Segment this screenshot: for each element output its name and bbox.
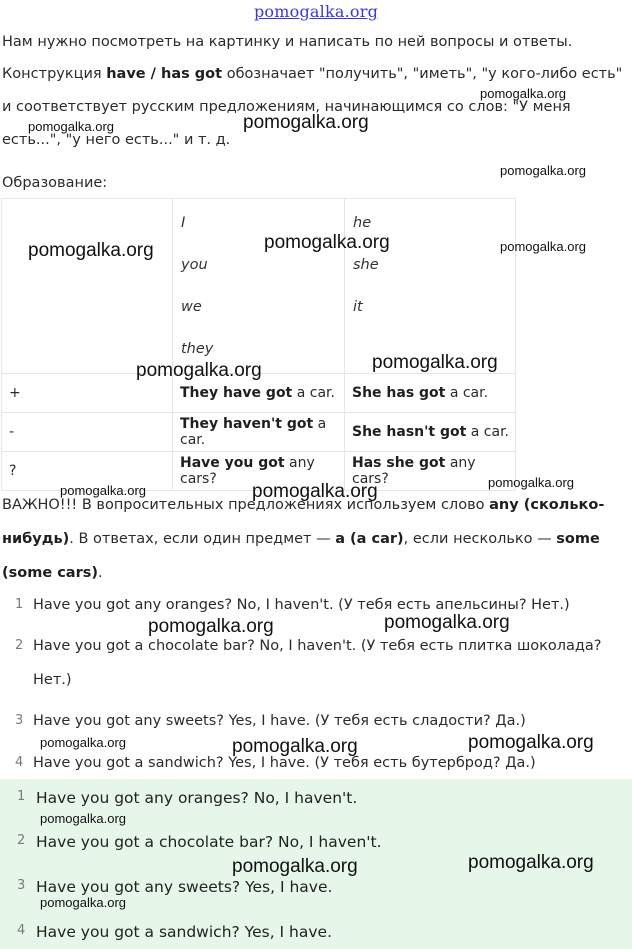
important-line-3 xyxy=(2,565,630,582)
watermark: pomogalka.org xyxy=(488,475,574,490)
watermark: pomogalka.org xyxy=(40,735,126,750)
row-singular-example xyxy=(345,413,516,452)
example-rest: a car. xyxy=(466,424,510,440)
list-number: 1 xyxy=(15,597,24,612)
pronoun: you xyxy=(181,257,208,273)
watermark: pomogalka.org xyxy=(500,239,586,254)
pronoun: she xyxy=(353,257,379,273)
answer-text: Have you got a sandwich? Yes, I have. xyxy=(36,923,332,941)
answer-text: Have you got a chocolate bar? No, I haven't. xyxy=(36,833,382,851)
important-mid2: , если несколько — xyxy=(403,531,557,547)
watermark: pomogalka.org xyxy=(28,119,114,134)
pronoun: it xyxy=(353,299,363,315)
watermark: pomogalka.org xyxy=(480,86,566,101)
example-rest: any cars? xyxy=(352,455,476,487)
formation-label: Образование: xyxy=(2,175,108,191)
list-text: Have you got a chocolate bar? No, I haven't. (У тебя есть плитка шоколада? xyxy=(33,638,602,654)
watermark: pomogalka.org xyxy=(384,612,510,633)
watermark: pomogalka.org xyxy=(252,481,378,502)
important-a-car: a (a car) xyxy=(335,531,404,547)
watermark: pomogalka.org xyxy=(500,163,586,178)
answer-text: Have you got any sweets? Yes, I have. xyxy=(36,878,333,896)
example-rest: a car. xyxy=(445,385,489,401)
pronoun: he xyxy=(353,215,372,231)
important-some-cars: (some cars) xyxy=(2,565,98,581)
intro-line-3: и соответствует русским предложениям, начинающимся со слов: "У меня xyxy=(2,99,571,115)
list-number: 2 xyxy=(15,638,24,653)
example-bold: They haven't got xyxy=(180,416,314,432)
watermark: pomogalka.org xyxy=(136,360,262,381)
example-bold: Have you got xyxy=(180,455,285,471)
example-bold: They have got xyxy=(180,385,293,401)
example-rest: a car. xyxy=(180,416,327,448)
site-header-link[interactable]: pomogalka.org xyxy=(253,2,379,21)
row-singular-example xyxy=(345,374,516,413)
intro-line-1: Нам нужно посмотреть на картинку и написать по ней вопросы и ответы. xyxy=(2,34,573,50)
pronoun: I xyxy=(181,215,186,231)
important-pre: ВАЖНО!!! В вопросительных предложениях используем слово xyxy=(2,497,490,513)
table-empty-cell xyxy=(2,199,173,374)
pronouns-plural-cell xyxy=(173,199,345,374)
important-line-2 xyxy=(2,531,630,548)
watermark: pomogalka.org xyxy=(372,352,498,373)
list-number: 3 xyxy=(15,713,24,728)
example-bold: She hasn't got xyxy=(352,424,467,440)
answer-number: 3 xyxy=(17,878,26,893)
pronouns-singular-cell xyxy=(345,199,516,374)
watermark: pomogalka.org xyxy=(28,240,154,261)
answer-number: 2 xyxy=(17,833,26,848)
table-header-row xyxy=(2,199,516,374)
answer-number: 4 xyxy=(17,923,26,938)
example-rest: any cars? xyxy=(180,455,315,487)
watermark: pomogalka.org xyxy=(468,852,594,873)
important-some: some xyxy=(556,531,600,547)
intro-line-2-post: обозначает "получить", "иметь", "у кого-либо есть" xyxy=(222,66,623,82)
important-nibud: нибудь) xyxy=(2,531,70,547)
watermark: pomogalka.org xyxy=(60,483,146,498)
row-sign: - xyxy=(2,413,173,452)
intro-line-2-pre: Конструкция xyxy=(2,66,107,82)
watermark: pomogalka.org xyxy=(243,112,369,133)
list-text: Have you got a sandwich? Yes, I have. (У тебя есть бутерброд? Да.) xyxy=(33,755,536,771)
important-mid: . В ответах, если один предмет — xyxy=(69,531,336,547)
watermark: pomogalka.org xyxy=(40,895,126,910)
list-text: Нет.) xyxy=(33,672,72,688)
table-row xyxy=(2,413,516,452)
row-sign: ? xyxy=(2,452,173,491)
example-rest: a car. xyxy=(292,385,335,401)
intro-construction: have / has got xyxy=(106,66,223,82)
answer-text: Have you got any oranges? No, I haven't. xyxy=(36,789,358,807)
watermark: pomogalka.org xyxy=(148,616,274,637)
important-period: . xyxy=(98,565,103,581)
watermark: pomogalka.org xyxy=(40,811,126,826)
list-number: 4 xyxy=(15,755,24,770)
watermark: pomogalka.org xyxy=(232,736,358,757)
list-text: Have you got any oranges? No, I haven't. (У тебя есть апельсины? Нет.) xyxy=(33,597,570,613)
example-bold: She has got xyxy=(352,385,446,401)
row-plural-example xyxy=(173,413,345,452)
watermark: pomogalka.org xyxy=(468,732,594,753)
intro-line-4: есть...", "у него есть..." и т. д. xyxy=(2,132,231,148)
pronoun: we xyxy=(181,299,202,315)
row-sign: + xyxy=(2,374,173,413)
intro-line-2 xyxy=(2,66,630,83)
pronoun: they xyxy=(181,341,214,357)
answer-number: 1 xyxy=(17,789,26,804)
example-bold: Has she got xyxy=(352,455,446,471)
important-any: any (сколько- xyxy=(489,497,605,513)
watermark: pomogalka.org xyxy=(264,232,390,253)
watermark: pomogalka.org xyxy=(232,856,358,877)
list-text: Have you got any sweets? Yes, I have. (У тебя есть сладости? Да.) xyxy=(33,713,526,729)
